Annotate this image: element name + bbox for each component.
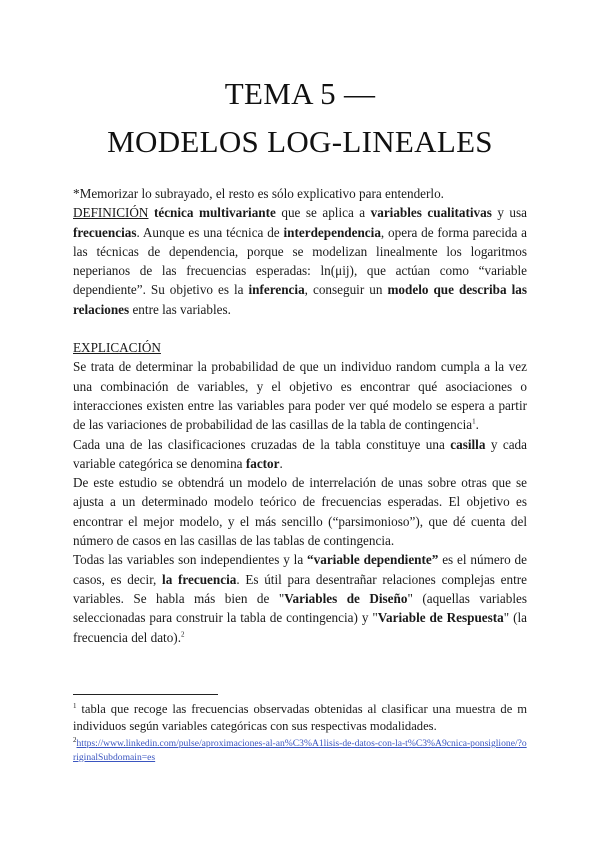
footnote-2: $^2$https://www.linkedin.com/pulse/aproximaciones-al-an%C3%A1lisis-de-datos-con-la-t%C3%A9cnica-ponsiglione/?originalSubdomain=es <box>73 735 527 763</box>
footnote-ref-2: 2 <box>181 630 185 639</box>
definition-heading: DEFINICIÓN <box>73 205 149 221</box>
bold-term: frecuencias <box>73 224 137 240</box>
bold-term: interdependencia <box>283 224 381 240</box>
footnote-ref-1: 1 <box>472 417 476 426</box>
title-line-1: TEMA 5 — <box>224 76 376 111</box>
explanation-paragraph-3: De este estudio se obtendrá un modelo de interrelación de unas sobre otras que se ajusta a un determinado modelo teórico de frecuencias esperadas. El objetivo es encontrar el mejor modelo, y el más sencillo (“parsimonioso”), que dé cuenta del número de casos en las casillas de las tablas de contingencia. <box>73 475 527 549</box>
definition-paragraph: DEFINICIÓN técnica multivariante que se aplica a variables cualitativas y usa frecuencias. Aunque es una técnica de interdependencia, opera de forma parecida a las técnicas de dependencia, porque se modelizan linealmente los logaritmos neperianos de las frecuencias esperadas: ln(μij), que actúan como “variable dependiente”. Su objetivo es la inferencia, conseguir un modelo que describa las relaciones entre las variables. <box>73 205 527 317</box>
bold-term: Variables de Diseño <box>284 590 408 606</box>
explanation-paragraph-4: Todas las variables son independientes y la “variable dependiente” es el número de casos, es decir, la frecuencia. Es útil para desentrañar relaciones complejas entre variables. Se habla más bien de "Variables de Diseño" (aquellas variables seleccionadas para construir la tabla de contingencia) y "Variable de Respuesta" (la frecuencia del dato).$^2$ <box>73 552 527 645</box>
bold-term: modelo que describa las relaciones <box>73 282 527 317</box>
footnote-separator <box>73 694 218 695</box>
explanation-heading: EXPLICACIÓN <box>73 340 161 356</box>
footnote-1: $^1$ tabla que recoge las frecuencias observadas obtenidas al clasificar una muestra de m individuos según variables categóricas con sus respectivas modalidades. <box>73 701 527 733</box>
bold-term: factor <box>245 455 280 471</box>
memorize-note: *Memorizar lo subrayado, el resto es sólo explicativo para entenderlo. <box>73 186 444 201</box>
bold-term: la frecuencia <box>162 571 237 587</box>
bold-term: Variable de Respuesta <box>377 610 504 626</box>
document-body <box>73 184 527 647</box>
title-line-2: MODELOS LOG-LINEALES <box>107 124 493 159</box>
bold-term: casilla <box>450 436 486 452</box>
explanation-paragraph-2: Cada una de las clasificaciones cruzadas de la tabla constituye una casilla y cada variable categórica se denomina factor. <box>73 436 527 471</box>
source-link[interactable]: https://www.linkedin.com/pulse/aproximaciones-al-an%C3%A1lisis-de-datos-con-la-t%C3%A9cnica-ponsiglione/?originalSubdomain=es <box>73 738 527 763</box>
bold-term: inferencia <box>248 282 305 298</box>
explanation-paragraph-1: Se trata de determinar la probabilidad de que un individuo random cumpla a la vez una combinación de variables, y el objetivo es encontrar qué asociaciones o interacciones existen entre las variables para poder ver qué modelo se espera a partir de las variaciones de probabilidad de las casillas de la tabla de contingencia$^1$. <box>73 359 527 433</box>
bold-term: variables cualitativas <box>370 205 492 221</box>
bold-term: “variable dependiente” <box>307 552 439 568</box>
bold-term: técnica multivariante <box>153 205 276 221</box>
